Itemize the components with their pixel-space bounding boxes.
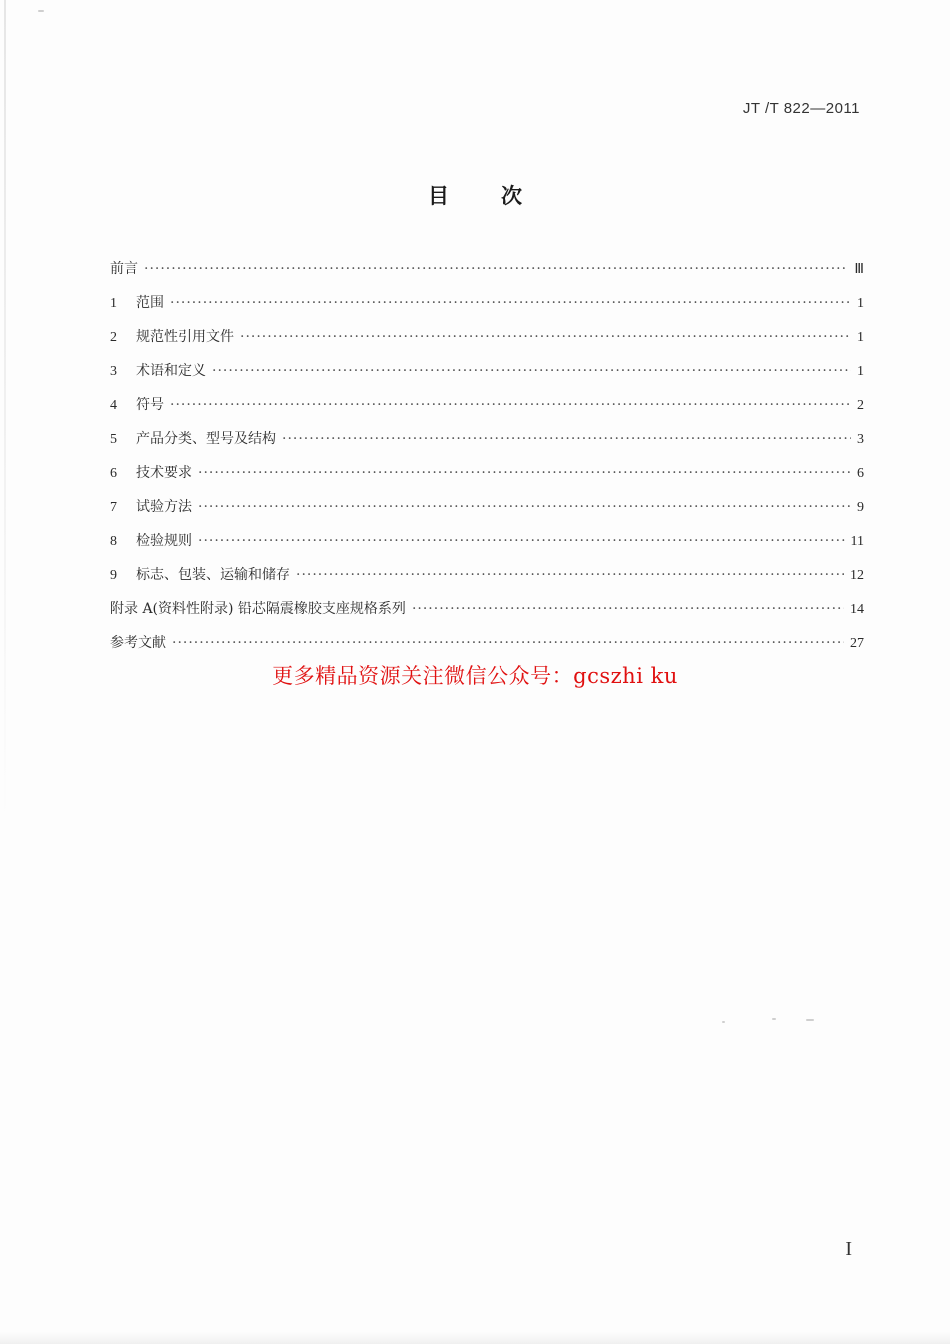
dot-leader	[172, 635, 844, 651]
toc-entry-label: 技术要求	[136, 465, 192, 481]
dot-leader	[198, 533, 845, 549]
dot-leader	[240, 329, 851, 345]
scan-speck	[38, 10, 44, 12]
toc-entry-page: 14	[850, 602, 864, 617]
toc-entry-scope[interactable]	[110, 292, 864, 326]
dot-leader	[296, 567, 844, 583]
dot-leader	[170, 397, 851, 413]
toc-entry-number: 2	[110, 330, 117, 345]
scan-speck	[772, 1018, 776, 1020]
promo-watermark-text: 更多精品资源关注微信公众号：gcszhi ku	[272, 664, 678, 688]
toc-entry-page: 1	[857, 330, 864, 345]
toc-entry-number: 9	[110, 568, 117, 583]
scan-speck	[722, 1021, 725, 1023]
toc-entry-label: 规范性引用文件	[136, 329, 234, 345]
toc-entry-test-methods[interactable]	[110, 496, 864, 530]
toc-entry-label: 范围	[136, 295, 164, 311]
toc-entry-terms[interactable]	[110, 360, 864, 394]
dot-leader	[198, 499, 851, 515]
dot-leader	[282, 431, 851, 447]
toc-entry-page: 2	[857, 398, 864, 413]
toc-entry-page: 9	[857, 500, 864, 515]
toc-heading	[0, 180, 950, 210]
toc-entry-inspection-rules[interactable]	[110, 530, 864, 564]
toc-entry-page: 27	[850, 636, 864, 651]
dot-leader	[412, 601, 844, 617]
toc-entry-page: 3	[857, 432, 864, 447]
toc-entry-classification[interactable]	[110, 428, 864, 462]
scan-edge-shadow	[4, 0, 6, 820]
standard-code: JT /T 822—2011	[742, 100, 860, 117]
toc-entry-label: 前言	[110, 261, 138, 277]
dot-leader	[144, 261, 848, 277]
toc-entry-label: 标志、包装、运输和储存	[136, 567, 290, 583]
toc-entry-marking-packaging[interactable]	[110, 564, 864, 598]
dot-leader	[212, 363, 851, 379]
table-of-contents	[110, 258, 864, 666]
toc-entry-number: 1	[110, 296, 117, 311]
toc-entry-page: 6	[857, 466, 864, 481]
dot-leader	[198, 465, 851, 481]
toc-entry-label: 检验规则	[136, 533, 192, 549]
toc-entry-page: Ⅲ	[854, 262, 864, 277]
toc-entry-normative-references[interactable]	[110, 326, 864, 360]
toc-entry-number: 8	[110, 534, 117, 549]
toc-entry-label: 试验方法	[136, 499, 192, 515]
dot-leader	[170, 295, 851, 311]
toc-entry-label: 参考文献	[110, 635, 166, 651]
scan-bottom-edge	[0, 1332, 950, 1344]
toc-entry-requirements[interactable]	[110, 462, 864, 496]
toc-entry-number: 3	[110, 364, 117, 379]
toc-entry-label: 附录 A(资料性附录) 铅芯隔震橡胶支座规格系列	[110, 601, 406, 617]
page-number: I	[845, 1238, 852, 1260]
toc-entry-page: 11	[850, 534, 864, 549]
toc-entry-symbols[interactable]	[110, 394, 864, 428]
toc-entry-number: 5	[110, 432, 117, 447]
toc-entry-number: 4	[110, 398, 117, 413]
toc-entry-appendix-a[interactable]	[110, 598, 864, 632]
toc-heading-char-1: 目	[428, 184, 449, 208]
toc-entry-page: 12	[850, 568, 864, 583]
toc-entry-label: 术语和定义	[136, 363, 206, 379]
toc-heading-char-2: 次	[501, 184, 522, 208]
toc-entry-number: 7	[110, 500, 117, 515]
toc-entry-foreword[interactable]	[110, 258, 864, 292]
toc-entry-page: 1	[857, 364, 864, 379]
toc-entry-page: 1	[857, 296, 864, 311]
scan-speck	[806, 1019, 814, 1021]
toc-entry-number: 6	[110, 466, 117, 481]
toc-entry-label: 产品分类、型号及结构	[136, 431, 276, 447]
toc-entry-label: 符号	[136, 397, 164, 413]
